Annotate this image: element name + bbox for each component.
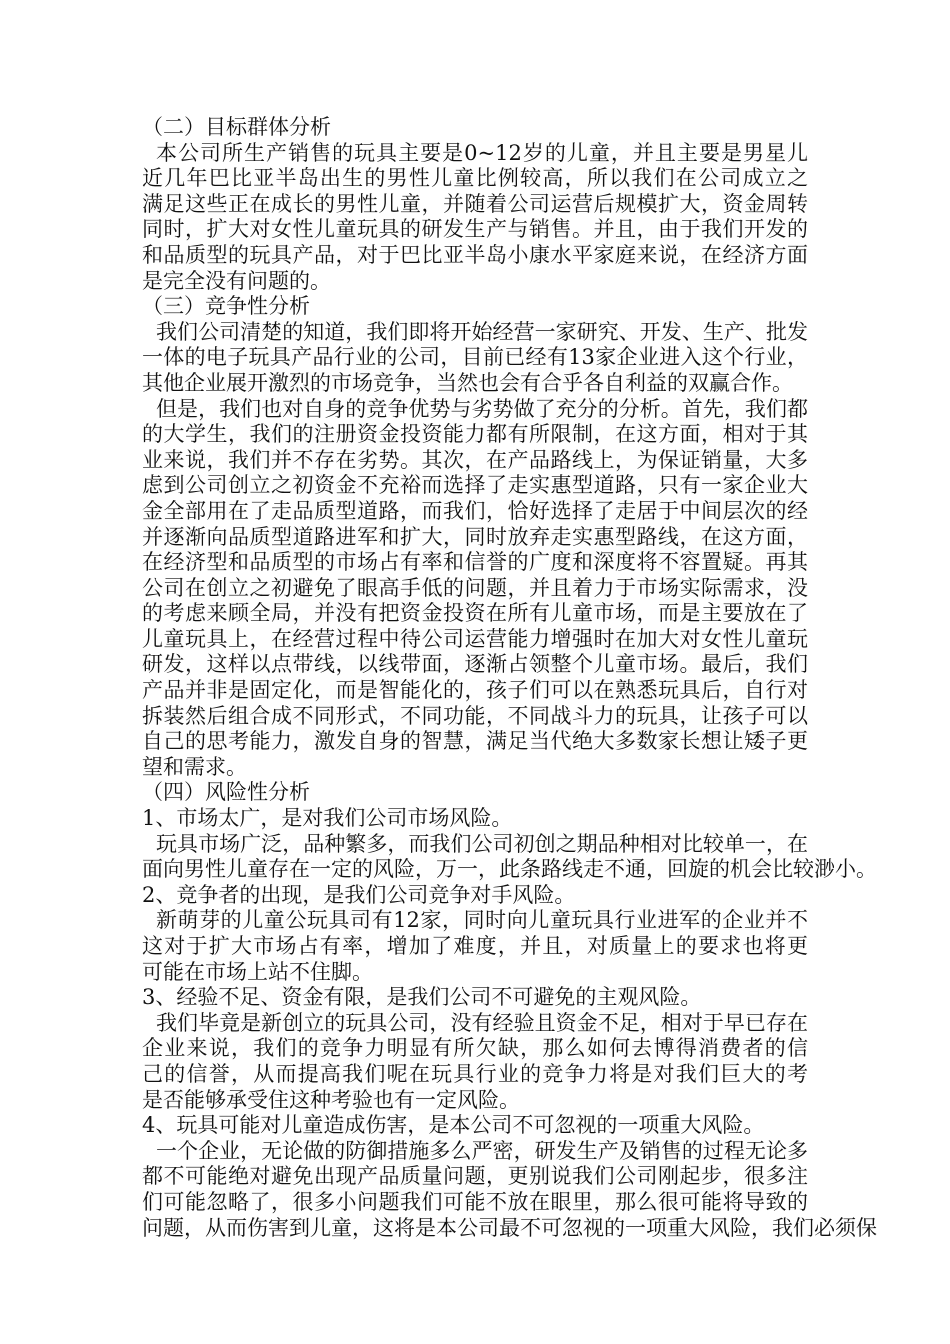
paragraph bbox=[142, 397, 808, 781]
section-heading bbox=[142, 985, 808, 1011]
text-line: 的大学生，我们的注册资金投资能力都有所限制，在这方面，相对于其 bbox=[142, 422, 808, 447]
text-line: 产品并非是固定化，而是智能化的，孩子们可以在熟悉玩具后，自行对 bbox=[142, 678, 808, 703]
paragraph bbox=[142, 831, 877, 883]
text-line: 问题，从而伤害到儿童，这将是本公司最不可忽视的一项重大风险，我们必须保 bbox=[142, 1215, 877, 1240]
paragraph bbox=[142, 908, 808, 985]
paragraph bbox=[142, 1138, 877, 1241]
text-line: 都不可能绝对避免出现产品质量问题，更别说我们公司刚起步，很多注 bbox=[142, 1164, 808, 1189]
text-line: 玩具市场广泛，品种繁多，而我们公司初创之期品种相对比较单一，在 bbox=[156, 831, 808, 856]
text-line: 并逐渐向品质型道路进军和扩大，同时放弃走实惠型路线，在这方面， bbox=[142, 524, 808, 549]
section-heading bbox=[142, 1113, 808, 1139]
text-line: 望和需求。 bbox=[142, 754, 247, 779]
text-line: 己的信誉，从而提高我们呢在玩具行业的竞争力将是对我们巨大的考 bbox=[142, 1061, 808, 1086]
text-line: 但是，我们也对自身的竞争优势与劣势做了充分的分析。首先，我们都 bbox=[156, 396, 808, 421]
text-line: 一体的电子玩具产品行业的公司，目前已经有13家企业进入这个行业， bbox=[142, 345, 808, 370]
text-line: 企业来说，我们的竞争力明显有所欠缺，那么如何去博得消费者的信 bbox=[142, 1036, 808, 1061]
text-line: 业来说，我们并不存在劣势。其次，在产品路线上，为保证销量，大多 bbox=[142, 447, 808, 472]
paragraph bbox=[142, 320, 808, 397]
text-line: 近几年巴比亚半岛出生的男性儿童比例较高，所以我们在公司成立之 bbox=[142, 166, 808, 191]
text-line: 金全部用在了走品质型道路，而我们，恰好选择了走居于中间层次的经 bbox=[142, 498, 808, 523]
text-line: 满足这些正在成长的男性儿童，并随着公司运营后规模扩大，资金周转 bbox=[142, 191, 808, 216]
section-heading bbox=[142, 294, 808, 320]
section-heading bbox=[142, 115, 808, 141]
heading-text: （三）竞争性分析 bbox=[142, 294, 310, 319]
text-line: 儿童玩具上，在经营过程中待公司运营能力增强时在加大对女性儿童玩 bbox=[142, 626, 808, 651]
heading-text: （二）目标群体分析 bbox=[142, 115, 331, 139]
heading-text: 1、市场太广，是对我们公司市场风险。 bbox=[142, 806, 513, 831]
text-line: 一个企业，无论做的防御措施多么严密，研发生产及销售的过程无论多 bbox=[156, 1138, 808, 1163]
text-line: 虑到公司创立之初资金不充裕而选择了走实惠型道路，只有一家企业大 bbox=[142, 473, 808, 498]
text-line: 是否能够承受住这种考验也有一定风险。 bbox=[142, 1087, 520, 1112]
heading-text: （四）风险性分析 bbox=[142, 780, 310, 805]
section-heading bbox=[142, 806, 808, 832]
document-page bbox=[142, 115, 877, 1241]
text-line: 在经济型和品质型的市场占有率和信誉的广度和深度将不容置疑。再其 bbox=[142, 550, 808, 575]
text-line: 我们公司清楚的知道，我们即将开始经营一家研究、开发、生产、批发 bbox=[156, 319, 808, 344]
section-heading bbox=[142, 780, 808, 806]
text-line: 其他企业展开激烈的市场竞争，当然也会有合乎各自利益的双赢合作。 bbox=[142, 370, 793, 395]
text-line: 这对于扩大市场占有率，增加了难度，并且，对质量上的要求也将更 bbox=[142, 934, 808, 958]
section-heading bbox=[142, 883, 808, 909]
text-line: 我们毕竟是新创立的玩具公司，没有经验且资金不足，相对于早已存在 bbox=[156, 1010, 808, 1035]
text-line: 的考虑来顾全局，并没有把资金投资在所有儿童市场，而是主要放在了 bbox=[142, 601, 808, 626]
text-line: 新萌芽的儿童公玩具司有12家，同时向儿童玩具行业进军的企业并不 bbox=[156, 908, 808, 933]
text-line: 和品质型的玩具产品，对于巴比亚半岛小康水平家庭来说，在经济方面 bbox=[142, 242, 808, 267]
heading-text: 3、经验不足、资金有限，是我们公司不可避免的主观风险。 bbox=[142, 985, 702, 1010]
heading-text: 4、玩具可能对儿童造成伤害，是本公司不可忽视的一项重大风险。 bbox=[142, 1113, 765, 1138]
text-line: 自己的思考能力，激发自身的智慧，满足当代绝大多数家长想让矮子更 bbox=[142, 729, 808, 754]
text-line: 可能在市场上站不住脚。 bbox=[142, 959, 373, 984]
text-line: 拆装然后组合成不同形式，不同功能，不同战斗力的玩具，让孩子可以 bbox=[142, 703, 808, 728]
text-line: 同时，扩大对女性儿童玩具的研发生产与销售。并且，由于我们开发的 bbox=[142, 217, 808, 242]
text-line: 公司在创立之初避免了眼高手低的问题，并且着力于市场实际需求，没 bbox=[142, 575, 808, 600]
text-line: 面向男性儿童存在一定的风险，万一，此条路线走不通，回旋的机会比较渺小。 bbox=[142, 857, 877, 882]
heading-text: 2、竞争者的出现，是我们公司竞争对手风险。 bbox=[142, 882, 576, 907]
text-line: 研发，这样以点带线，以线带面，逐渐占领整个儿童市场。最后，我们 bbox=[142, 652, 808, 677]
text-line: 本公司所生产销售的玩具主要是0~12岁的儿童，并且主要是男星儿 bbox=[156, 140, 808, 165]
paragraph bbox=[142, 1011, 808, 1113]
text-line: 是完全没有问题的。 bbox=[142, 268, 331, 293]
text-line: 们可能忽略了，很多小问题我们可能不放在眼里，那么很可能将导致的 bbox=[142, 1189, 808, 1214]
paragraph bbox=[142, 141, 808, 295]
